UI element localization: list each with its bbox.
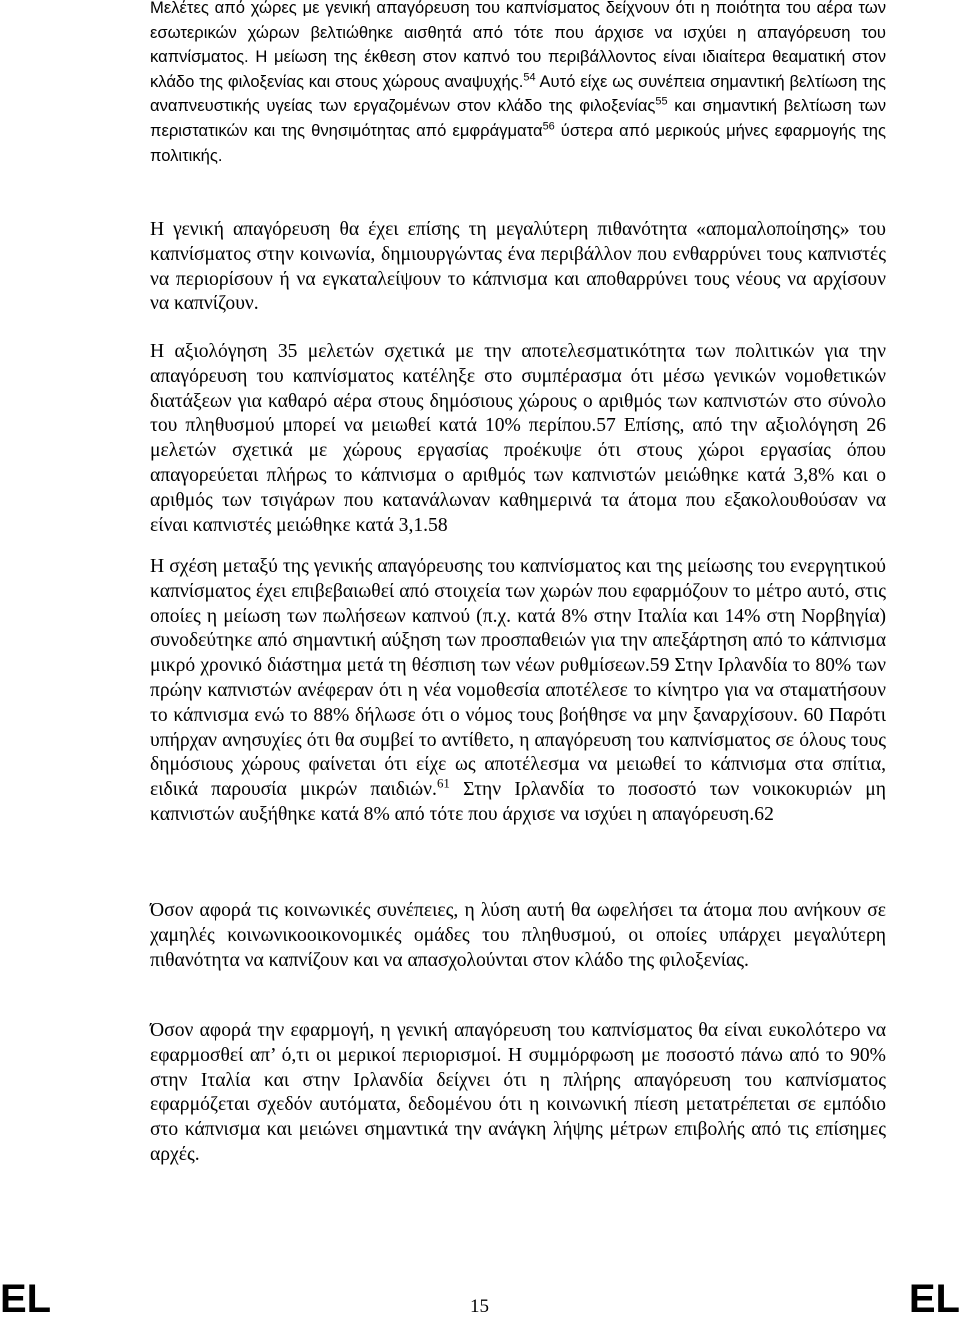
paragraph-denormalisation: Η γενική απαγόρευση θα έχει επίσης τη μεγαλύτερη πιθανότητα «απομαλοποίησης» του καπνίσματος στην κοινωνία, δημιουργώντας ένα περιβάλλον που ενθαρρύνει τους καπνιστές να περιορίσουν ή να εγκαταλείψουν το κάπνισμα και αποθαρρύνει τους νέους να αρχίσουν να καπνίζουν. xyxy=(150,219,886,315)
footnote-ref-55: 55 xyxy=(655,95,668,108)
paragraph-text: Αυτό είχε ως συνέπεια σημαντική βελτίωση της αναπνευστικής υγείας των εργαζομένων στον κλάδο της φιλοξενίας xyxy=(150,71,886,116)
paragraph-active-smoking xyxy=(150,555,886,828)
paragraph-evaluation: Η αξιολόγηση 35 μελετών σχετικά με την αποτελεσματικότητα των πολιτικών για την απαγόρευση του καπνίσματος κατέληξε στο συμπέρασμα ότι μέσω γενικών νομοθετικών διατάξεων για καθαρό αέρα στους δημόσιους χώρους ο αριθμός των καπνιστών στο σύνολο του πληθυσμού μπορεί να μειωθεί κατά 10% περίπου.57 Επίσης, από την αξιολόγηση 26 μελετών σχετικά με χώρους εργασίας προέκυψε ότι στους χώροι εργασίας όπου απαγορεύεται πλήρως το κάπνισμα ο αριθμός των καπνιστών μειώθηκε κατά 3,8% και ο αριθμός των τσιγάρων που κατανάλωναν καθημερινά τα άτομα που εξακολουθούσαν να είναι καπνιστές μειώθηκε κατά 3,1.58 xyxy=(150,341,886,536)
paragraph-enforcement: Όσον αφορά την εφαρμογή, η γενική απαγόρευση του καπνίσματος θα είναι ευκολότερο να εφαρμοσθεί απ’ ό,τι οι μερικοί περιορισμοί. Η συμμόρφωση με ποσοστό πάνω από το 90% στην Ιταλία και στην Ιρλανδία δείχνει ότι η πλήρης απαγόρευση του καπνίσματος εφαρμόζεται σχεδόν αυτόματα, δεδομένου ότι η κοινωνική πίεση μετατρέπεται σε εμπόδιο στο κάπνισμα και μειώνει σημαντικά την ανάγκη λήψης μέτρων επιβολής από τις επίσημες αρχές. xyxy=(150,1020,886,1165)
footer-language-left: EL xyxy=(0,1277,52,1321)
paragraph-text: Η σχέση μεταξύ της γενικής απαγόρευσης του καπνίσματος και της μείωσης του ενεργητικού καπνίσματος έχει επιβεβαιωθεί από στοιχεία των χωρών που εφαρμόζουν το μέτρο αυτό, στις οποίες η μείωση των πωλήσεων καπνού (π.χ. κατά 8% στην Ιταλία και 14% στη Νορβηγία) συνοδεύτηκε από σημαντική αύξηση των προσπαθειών για την απεξάρτηση από το κάπνισμα μικρό χρονικό διάστημα μετά τη θέσπιση των νέων ρυθμίσεων.59 Στην Ιρλανδία το 80% των πρώην καπνιστών ανέφεραν ότι η νέα νομοθεσία αποτέλεσε το κίνητρο για να σταματήσουν το κάπνισμα ενώ το 88% δήλωσε ότι ο νόμος τους βοήθησε να μην ξαναρχίσουν. 60 Παρότι υπήρχαν ανησυχίες ότι θα συμβεί το αντίθετο, η απαγόρευση του καπνίσματος σε όλους τους δημόσιους χώρους φαίνεται ότι είχε ως αποτέλεσμα να μειωθεί το κάπνισμα στα σπίτια, ειδικά παρουσία μικρών παιδιών. xyxy=(150,556,886,801)
paragraph-social-effects: Όσον αφορά τις κοινωνικές συνέπειες, η λύση αυτή θα ωφελήσει τα άτομα που ανήκουν σε χαμηλές κοινωνικοοικονομικές ομάδες του πληθυσμού, οι οποίες υπάρχει μεγαλύτερη πιθανότητα να καπνίζουν και να απασχολούνται στον κλάδο της φιλοξενίας. xyxy=(150,900,886,971)
paragraph-text: ύστερα από μερικούς μήνες εφαρμογής της πολιτικής. xyxy=(150,120,886,165)
paragraph-air-quality xyxy=(150,0,886,168)
footnote-ref-61: 61 xyxy=(436,775,450,791)
footnote-ref-56: 56 xyxy=(542,120,555,133)
footnote-ref-54: 54 xyxy=(523,71,536,84)
paragraph-text: Μελέτες από χώρες με γενική απαγόρευση του καπνίσματος δείχνουν ότι η ποιότητα του αέρα των εσωτερικών χώρων βελτιώθηκε αισθητά από τότε που άρχισε να ισχύει η απαγόρευση του καπνίσματος. Η μείωση της έκθεση στον καπνό του περιβάλλοντος είναι ιδιαίτερα θεαματική στον κλάδο της φιλοξενίας και στους χώρους αναψυχής. xyxy=(150,0,886,91)
paragraph-text: Στην Ιρλανδία το ποσοστό των νοικοκυριών μη καπνιστών αυξήθηκε κατά 8% από τότε που άρχισε να ισχύει η απαγόρευση.62 xyxy=(150,779,886,825)
footer-language-right: EL xyxy=(908,1277,960,1321)
page-number: 15 xyxy=(470,1296,489,1317)
paragraph-text: και σημαντική βελτίωση των περιστατικών και της θνησιμότητας από εμφράγματα xyxy=(150,96,886,140)
